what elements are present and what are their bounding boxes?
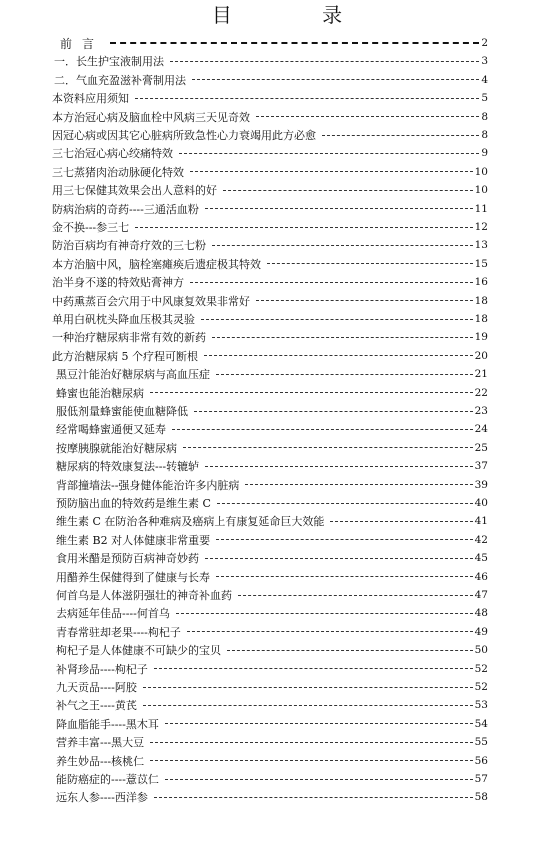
toc-leader bbox=[192, 79, 479, 80]
toc-entry-page: 23 bbox=[474, 405, 488, 417]
toc-entry-page: 8 bbox=[481, 129, 488, 141]
toc-leader bbox=[216, 539, 473, 540]
toc-entry[interactable] bbox=[52, 71, 488, 89]
toc-entry-page: 25 bbox=[474, 441, 488, 454]
toc-entry-page: 21 bbox=[474, 368, 488, 381]
toc-entry-title: 去病延年佳品----何首乌 bbox=[56, 607, 170, 621]
toc-entry-title: 因冠心病或因其它心脏病所致急性心力衰竭用此方必愈 bbox=[52, 129, 316, 142]
toc-entry-page: 2 bbox=[481, 37, 488, 49]
toc-entry-title: 二．气血充盈滋补膏制用法 bbox=[54, 73, 186, 87]
toc-entry-page: 52 bbox=[474, 681, 488, 693]
toc-entry-page: 58 bbox=[474, 791, 488, 804]
toc-entry-title: 金不换---参三七 bbox=[52, 221, 130, 234]
toc-entry[interactable] bbox=[52, 457, 488, 475]
toc-leader bbox=[135, 227, 472, 228]
toc-leader bbox=[217, 503, 473, 504]
toc-entry-page: 10 bbox=[474, 184, 488, 197]
toc-leader bbox=[143, 687, 473, 688]
toc-entry[interactable] bbox=[52, 770, 488, 788]
toc-entry-page: 18 bbox=[474, 294, 488, 307]
toc-entry-title: 中药熏蒸百会穴用于中风康复效果非常好 bbox=[52, 294, 250, 308]
toc-entry[interactable] bbox=[52, 512, 488, 530]
toc-entry-page: 45 bbox=[474, 552, 488, 565]
toc-entry-page: 9 bbox=[481, 147, 488, 160]
toc-leader bbox=[212, 245, 473, 246]
page-title: 目 录 bbox=[211, 3, 385, 27]
toc-entry-page: 8 bbox=[481, 110, 488, 123]
toc-entry-title: 前言 bbox=[60, 36, 105, 51]
toc-entry-title: 维生素 B2 对人体健康非常重要 bbox=[56, 533, 211, 547]
toc-entry[interactable] bbox=[52, 163, 488, 181]
toc-entry[interactable] bbox=[52, 144, 488, 162]
toc-entry-title: 蜂蜜也能治糖尿病 bbox=[56, 386, 144, 400]
toc-leader bbox=[322, 135, 479, 136]
toc-leader bbox=[256, 116, 479, 117]
toc-entry-title: 防病治病的奇药----三通活血粉 bbox=[52, 202, 199, 216]
toc-entry-page: 52 bbox=[474, 662, 488, 675]
toc-entry-title: 按摩胰腺就能治好糖尿病 bbox=[56, 441, 177, 455]
toc-entry-title: 防治百病均有神奇疗效的三七粉 bbox=[52, 239, 206, 253]
toc-entry-title: 何首乌是人体滋阴强壮的神奇补血药 bbox=[56, 589, 232, 602]
toc-entry[interactable] bbox=[52, 236, 488, 254]
toc-entry[interactable] bbox=[52, 531, 488, 549]
toc-leader bbox=[245, 484, 472, 485]
toc-leader bbox=[135, 98, 479, 99]
toc-entry[interactable] bbox=[52, 420, 488, 438]
toc-entry[interactable] bbox=[52, 126, 488, 144]
toc-entry-title: 背部撞墙法--强身健体能治许多内脏病 bbox=[56, 478, 240, 492]
toc-leader bbox=[204, 355, 473, 356]
toc-entry-title: 三七治冠心病心绞痛特效 bbox=[52, 147, 173, 161]
toc-entry-title: 枸杞子是人体健康不可缺少的宝贝 bbox=[56, 644, 221, 658]
toc-leader bbox=[205, 558, 473, 559]
toc-entry-title: 用三七保健其效果会出人意料的好 bbox=[52, 184, 217, 198]
toc-entry-page: 16 bbox=[474, 276, 488, 289]
toc-entry[interactable] bbox=[52, 347, 488, 365]
toc-entry[interactable] bbox=[52, 476, 488, 494]
toc-entry-title: 营养丰富---黑大豆 bbox=[56, 736, 145, 750]
toc-entry-page: 41 bbox=[474, 515, 488, 528]
toc-entry-page: 12 bbox=[474, 221, 488, 233]
toc-entry[interactable] bbox=[52, 218, 488, 236]
toc-entry[interactable] bbox=[52, 384, 488, 402]
toc-leader bbox=[216, 576, 473, 577]
toc-entry-title: 远东人参----西洋参 bbox=[56, 791, 148, 805]
toc-entry-title: 补肾珍品----枸杞子 bbox=[56, 662, 148, 676]
toc-leader bbox=[201, 319, 473, 320]
toc-entry-page: 20 bbox=[474, 349, 488, 362]
toc-entry-page: 40 bbox=[474, 497, 488, 509]
toc-entry[interactable] bbox=[52, 696, 488, 714]
toc-entry[interactable] bbox=[52, 52, 488, 70]
toc-leader bbox=[205, 208, 473, 209]
toc-leader bbox=[143, 705, 473, 706]
toc-entry-page: 48 bbox=[474, 607, 488, 620]
toc-leader bbox=[150, 392, 473, 393]
toc-leader bbox=[187, 631, 473, 632]
toc-entry-title: 降血脂能手----黑木耳 bbox=[56, 717, 159, 731]
toc-entry-page: 5 bbox=[481, 92, 488, 105]
toc-entry[interactable] bbox=[52, 292, 488, 310]
toc-entry[interactable] bbox=[52, 34, 488, 52]
toc-leader bbox=[227, 650, 473, 651]
toc-leader bbox=[165, 723, 473, 724]
toc-entry-page: 57 bbox=[474, 773, 488, 785]
toc-leader bbox=[190, 282, 473, 283]
toc-entry[interactable] bbox=[52, 641, 488, 659]
toc-entry-title: 预防脑出血的特效药是维生素 C bbox=[56, 497, 211, 510]
toc-leader bbox=[256, 300, 473, 301]
toc-leader bbox=[330, 521, 472, 522]
toc-entry-page: 13 bbox=[474, 239, 488, 252]
toc-entry-title: 糖尿病的特效康复法---转辘轳 bbox=[56, 460, 200, 474]
toc-entry[interactable] bbox=[52, 255, 488, 273]
toc-entry-page: 49 bbox=[474, 625, 488, 638]
toc-entry-page: 4 bbox=[481, 73, 488, 86]
toc-leader bbox=[223, 190, 473, 191]
toc-entry[interactable] bbox=[52, 439, 488, 457]
toc-entry-page: 10 bbox=[474, 165, 488, 178]
toc-leader bbox=[190, 171, 473, 172]
toc-entry-page: 19 bbox=[474, 331, 488, 344]
toc-entry[interactable] bbox=[52, 788, 488, 806]
toc-entry[interactable] bbox=[52, 604, 488, 622]
toc-leader bbox=[170, 61, 479, 62]
toc-entry-title: 本方治冠心病及脑血栓中风病三天见奇效 bbox=[52, 110, 250, 124]
toc-leader bbox=[154, 797, 473, 798]
toc-entry[interactable] bbox=[52, 328, 488, 346]
toc-leader bbox=[212, 337, 473, 338]
toc-entry-page: 22 bbox=[474, 386, 488, 399]
toc-entry[interactable] bbox=[52, 181, 488, 199]
toc-entry-title: 单用白矾枕头降血压极其灵验 bbox=[52, 313, 195, 326]
toc-entry-title: 本资料应用须知 bbox=[52, 92, 129, 106]
toc-entry-title: 能防癌症的----薏苡仁 bbox=[56, 773, 159, 786]
toc-entry-title: 九天贡品----阿胶 bbox=[56, 681, 137, 694]
toc-entry[interactable] bbox=[52, 494, 488, 512]
toc-entry[interactable] bbox=[52, 752, 488, 770]
toc-entry-page: 18 bbox=[474, 313, 488, 325]
toc-entry[interactable] bbox=[52, 310, 488, 328]
toc-leader bbox=[267, 263, 473, 264]
toc-entry-page: 47 bbox=[474, 589, 488, 601]
toc-entry-page: 24 bbox=[474, 423, 488, 436]
toc-entry[interactable] bbox=[52, 568, 488, 586]
toc-entry-page: 11 bbox=[474, 202, 488, 215]
toc-entry-page: 54 bbox=[474, 717, 488, 730]
toc-entry-page: 55 bbox=[474, 736, 488, 749]
toc-entry-page: 42 bbox=[474, 533, 488, 546]
toc-entry-page: 39 bbox=[474, 478, 488, 491]
toc-entry[interactable] bbox=[52, 365, 488, 383]
toc-entry-page: 3 bbox=[481, 55, 488, 68]
toc-entry-title: 食用米醋是预防百病神奇妙药 bbox=[56, 552, 199, 566]
toc-entry-page: 15 bbox=[474, 257, 488, 270]
toc-entry-title: 三七蒸猪肉治动脉硬化特效 bbox=[52, 165, 184, 179]
toc-leader bbox=[110, 42, 479, 44]
toc-entry[interactable] bbox=[52, 586, 488, 604]
toc-entry[interactable] bbox=[52, 402, 488, 420]
toc-leader bbox=[165, 779, 473, 780]
toc-entry[interactable] bbox=[52, 660, 488, 678]
toc-entry[interactable] bbox=[52, 733, 488, 751]
toc-leader bbox=[150, 742, 472, 743]
toc-entry[interactable] bbox=[52, 715, 488, 733]
toc-entry-title: 治半身不遂的特效贴膏神方 bbox=[52, 276, 184, 290]
toc-entry-title: 本方治脑中风，脑栓塞瘫痪后遗症极其特效 bbox=[52, 257, 261, 271]
toc-entry-title: 一种治疗糖尿病非常有效的新药 bbox=[52, 331, 206, 345]
toc-leader bbox=[216, 374, 473, 375]
toc-leader bbox=[154, 668, 473, 669]
toc-leader bbox=[183, 447, 473, 448]
toc-entry[interactable] bbox=[52, 273, 488, 291]
toc-entry[interactable] bbox=[52, 623, 488, 641]
toc-leader bbox=[172, 429, 473, 430]
toc-entry-title: 黑豆汁能治好糖尿病与高血压症 bbox=[56, 368, 210, 382]
toc-entry-title: 维生素 C 在防治各种难病及癌病上有康复延命巨大效能 bbox=[56, 515, 325, 529]
toc-entry-title: 一．长生护宝液制用法 bbox=[54, 55, 164, 69]
toc-entry-page: 56 bbox=[474, 754, 488, 767]
toc-entry-page: 37 bbox=[474, 460, 488, 473]
toc-leader bbox=[179, 153, 479, 154]
toc-leader bbox=[150, 760, 472, 761]
toc-entry-title: 青春常驻却老果----枸杞子 bbox=[56, 625, 181, 639]
toc-entry-title: 用醋养生保健得到了健康与长寿 bbox=[56, 570, 210, 584]
toc-entry-title: 服低剂量蜂蜜能使血糖降低 bbox=[56, 405, 188, 418]
toc-entry-title: 养生妙品---核桃仁 bbox=[56, 754, 145, 768]
toc-entry[interactable] bbox=[52, 89, 488, 107]
toc-entry[interactable] bbox=[52, 200, 488, 218]
toc-leader bbox=[238, 595, 473, 596]
toc-entry[interactable] bbox=[52, 678, 488, 696]
toc-entry-page: 50 bbox=[474, 644, 488, 657]
toc-entry-title: 此方治糖尿病 5 个疗程可断根 bbox=[52, 349, 198, 363]
toc-entry-page: 46 bbox=[474, 570, 488, 583]
toc-entry-title: 经常喝蜂蜜通便又延寿 bbox=[56, 423, 166, 437]
toc-leader bbox=[194, 411, 473, 412]
toc-entry[interactable] bbox=[52, 108, 488, 126]
toc-entry-title: 补气之王----黄芪 bbox=[56, 699, 137, 713]
toc-leader bbox=[205, 466, 472, 467]
toc-leader bbox=[176, 613, 473, 614]
toc-entry[interactable] bbox=[52, 549, 488, 567]
toc-entry-page: 53 bbox=[474, 699, 488, 712]
